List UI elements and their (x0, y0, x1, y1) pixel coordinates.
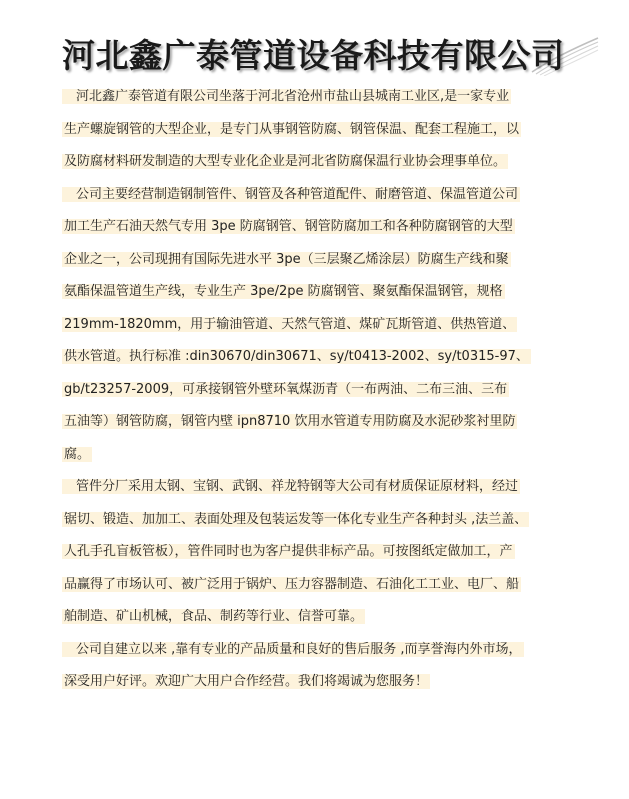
paragraph-1-line-3: 及防腐材料研发制造的大型专业化企业是河北省防腐保温行业协会理事单位。 (64, 154, 507, 169)
company-title: 河北鑫广泰管道设备科技有限公司 (62, 36, 565, 75)
paragraph-1-line-1: 河北鑫广泰管道有限公司坐落于河北省沧州市盐山县城南工业区,是一家专业 (62, 88, 556, 106)
header (0, 28, 629, 76)
paragraph-2-line-3: 企业之一，公司现拥有国际先进水平 3pe（三层聚乙烯涂层）防腐生产线和聚 (64, 251, 509, 267)
paragraph-2-line-6: 供水管道。执行标准 :din30670/din30671、sy/t0413-2002、sy/t0315-97、 (64, 349, 529, 364)
paragraph-3-line-4: 品赢得了市场认可、被广泛用于锅炉、压力容器制造、石油化工工业、电厂、船 (64, 576, 520, 592)
paragraph-4-line-2: 深受用户好评。欢迎广大用户合作经营。我们将竭诚为您服务！ (64, 674, 429, 689)
paragraph-3-line-5: 舶制造、矿山机械，食品、制药等行业、信誉可靠。 (64, 609, 364, 624)
paragraph-3-line-2: 锯切、锻造、加加工、表面处理及包装运发等一体化专业生产各种封头 ,法兰盖、 (64, 511, 528, 527)
paragraph-2-line-4: 氨酯保温管道生产线，专业生产 3pe/2pe 防腐钢管、聚氨酯保温钢管，规格 (64, 284, 503, 299)
paragraph-3-line-1: 管件分厂采用太钢、宝钢、武钢、祥龙特钢等大公司有材质保证原材料，经过 (62, 478, 556, 496)
paragraph-2-line-5: 219mm-1820mm，用于输油管道、天然气管道、煤矿瓦斯管道、供热管道、 (64, 316, 516, 332)
paragraph-2-line-2: 加工生产石油天然气专用 3pe 防腐钢管、钢管防腐加工和各种防腐钢管的大型 (64, 219, 513, 234)
paragraph-3-line-3: 人孔手孔盲板管板），管件同时也为客户提供非标产品。可按图纸定做加工，产 (64, 544, 513, 559)
paragraph-2-line-8: 五油等）钢管防腐，钢管内壁 ipn8710 饮用水管道专用防腐及水泥砂浆衬里防 (64, 414, 516, 429)
paragraph-1-line-2: 生产螺旋钢管的大型企业，是专门从事钢管防腐、钢管保温、配套工程施工，以 (64, 121, 520, 137)
paragraph-2-line-9: 腐。 (64, 446, 91, 462)
paragraph-4-line-1: 公司自建立以来 ,靠有专业的产品质量和良好的售后服务 ,而享誉海内外市场， (62, 641, 556, 659)
paragraph-2-line-7: gb/t23257-2009，可承接钢管外壁环氧煤沥青（一布两油、二布三油、三布 (64, 381, 508, 397)
article-body (62, 88, 556, 706)
paragraph-2-line-1: 公司主要经营制造钢制管件、钢管及各种管道配件、耐磨管道、保温管道公司 (62, 186, 556, 204)
